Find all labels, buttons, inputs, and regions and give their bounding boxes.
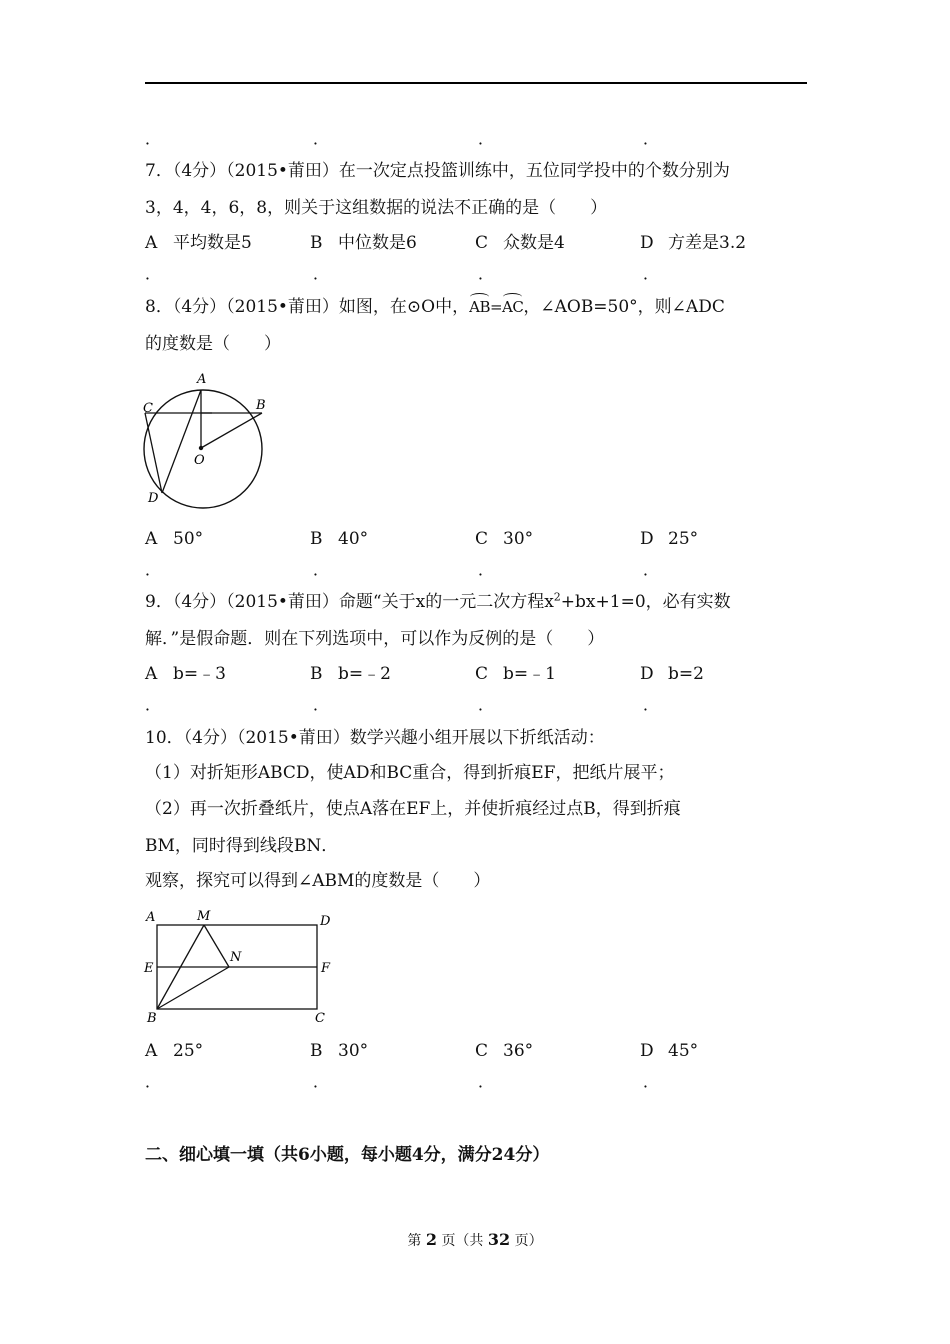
- dot: ．: [643, 1072, 660, 1091]
- dot: ．: [643, 560, 660, 579]
- q7-option-c[interactable]: C 众数是4: [475, 233, 565, 253]
- dot: ．: [478, 560, 495, 579]
- q7-option-b[interactable]: B 中位数是6: [310, 233, 417, 253]
- label-d: D: [148, 491, 159, 506]
- q8-line2: 的度数是（ ）: [145, 334, 281, 354]
- q10-line1: 10．（4分）（2015•莆田）数学兴趣小组开展以下折纸活动：: [145, 728, 605, 748]
- dot: ．: [313, 560, 330, 579]
- q8-circle-figure: [138, 368, 273, 510]
- dot: ．: [145, 129, 162, 148]
- dot: ．: [313, 1072, 330, 1091]
- label-e: E: [144, 961, 154, 976]
- q8-line1: 8．（4分）（2015•莆田）如图，在⊙O中，AB=AC，∠AOB=50°，则∠ADC: [145, 297, 725, 317]
- dot: ．: [145, 264, 162, 283]
- dot: ．: [313, 129, 330, 148]
- page-footer: 第 2 页（共 32 页）: [407, 1230, 543, 1249]
- q9-option-c[interactable]: C b=﹣1: [475, 664, 556, 684]
- label-a: A: [146, 910, 156, 925]
- q8-option-d[interactable]: D 25°: [640, 529, 699, 549]
- option-dots-row: [145, 560, 807, 579]
- q7-line2: 3，4，4，6，8，则关于这组数据的说法不正确的是（ ）: [145, 198, 608, 218]
- q8-option-b[interactable]: B 40°: [310, 529, 369, 549]
- label-d: D: [320, 914, 331, 929]
- q9-options: [145, 663, 807, 685]
- q8-options: [145, 528, 807, 550]
- q10-line5: 观察，探究可以得到∠ABM的度数是（ ）: [145, 871, 491, 891]
- q7-line1: 7．（4分）（2015•莆田）在一次定点投篮训练中，五位同学投中的个数分别为: [145, 161, 730, 181]
- q10-line2: （1）对折矩形ABCD，使AD和BC重合，得到折痕EF，把纸片展平；: [145, 763, 675, 783]
- label-a: A: [197, 372, 207, 387]
- dot: ．: [643, 695, 660, 714]
- dot: ．: [145, 695, 162, 714]
- arc-ab: AB: [469, 298, 490, 316]
- q10-option-d[interactable]: D 45°: [640, 1041, 699, 1061]
- option-dots-row: [145, 695, 807, 714]
- dot: ．: [478, 264, 495, 283]
- section-heading: 二、细心填一填（共6小题，每小题4分，满分24分）: [145, 1145, 550, 1165]
- label-b: B: [256, 398, 266, 413]
- q9-option-b[interactable]: B b=﹣2: [310, 664, 391, 684]
- total-pages: 32: [487, 1230, 511, 1249]
- arc-ac: AC: [502, 298, 524, 316]
- q10-rectangle-figure: [140, 905, 340, 1027]
- label-c: C: [143, 401, 153, 416]
- q7-option-a[interactable]: A 平均数是5: [145, 233, 252, 253]
- label-o: O: [194, 453, 205, 468]
- q10-option-a[interactable]: A 25°: [145, 1041, 204, 1061]
- option-dots-row: [145, 1072, 807, 1091]
- label-b: B: [147, 1011, 157, 1026]
- page-number: 2: [425, 1230, 437, 1249]
- q8-option-a[interactable]: A 50°: [145, 529, 204, 549]
- q10-line3: （2）再一次折叠纸片，使点A落在EF上，并使折痕经过点B，得到折痕: [145, 799, 681, 819]
- q10-line4: BM，同时得到线段BN．: [145, 836, 339, 856]
- q10-option-c[interactable]: C 36°: [475, 1041, 534, 1061]
- dot: ．: [145, 1072, 162, 1091]
- q8-option-c[interactable]: C 30°: [475, 529, 534, 549]
- dot: ．: [643, 129, 660, 148]
- option-dots-row: [145, 129, 807, 148]
- label-f: F: [321, 961, 331, 976]
- dot: ．: [478, 1072, 495, 1091]
- q9-line2: 解．”是假命题．则在下列选项中，可以作为反例的是（ ）: [145, 629, 605, 649]
- header-rule: [145, 82, 807, 84]
- q9-option-a[interactable]: A b=﹣3: [145, 664, 226, 684]
- dot: ．: [643, 264, 660, 283]
- dot: ．: [313, 695, 330, 714]
- q9-line1: 9．（4分）（2015•莆田）命题“关于x的一元二次方程$x^2+bx+1=0$，必有实数: [145, 590, 731, 612]
- label-c: C: [315, 1011, 325, 1026]
- option-dots-row: [145, 264, 807, 283]
- q7-option-d[interactable]: D 方差是3.2: [640, 233, 747, 253]
- dot: ．: [478, 695, 495, 714]
- dot: ．: [478, 129, 495, 148]
- label-n: N: [230, 950, 242, 965]
- dot: ．: [313, 264, 330, 283]
- dot: ．: [145, 560, 162, 579]
- q9-option-d[interactable]: D b=2: [640, 664, 704, 684]
- q10-options: [145, 1040, 807, 1062]
- label-m: M: [197, 909, 211, 924]
- q7-options: [145, 232, 807, 254]
- q10-option-b[interactable]: B 30°: [310, 1041, 369, 1061]
